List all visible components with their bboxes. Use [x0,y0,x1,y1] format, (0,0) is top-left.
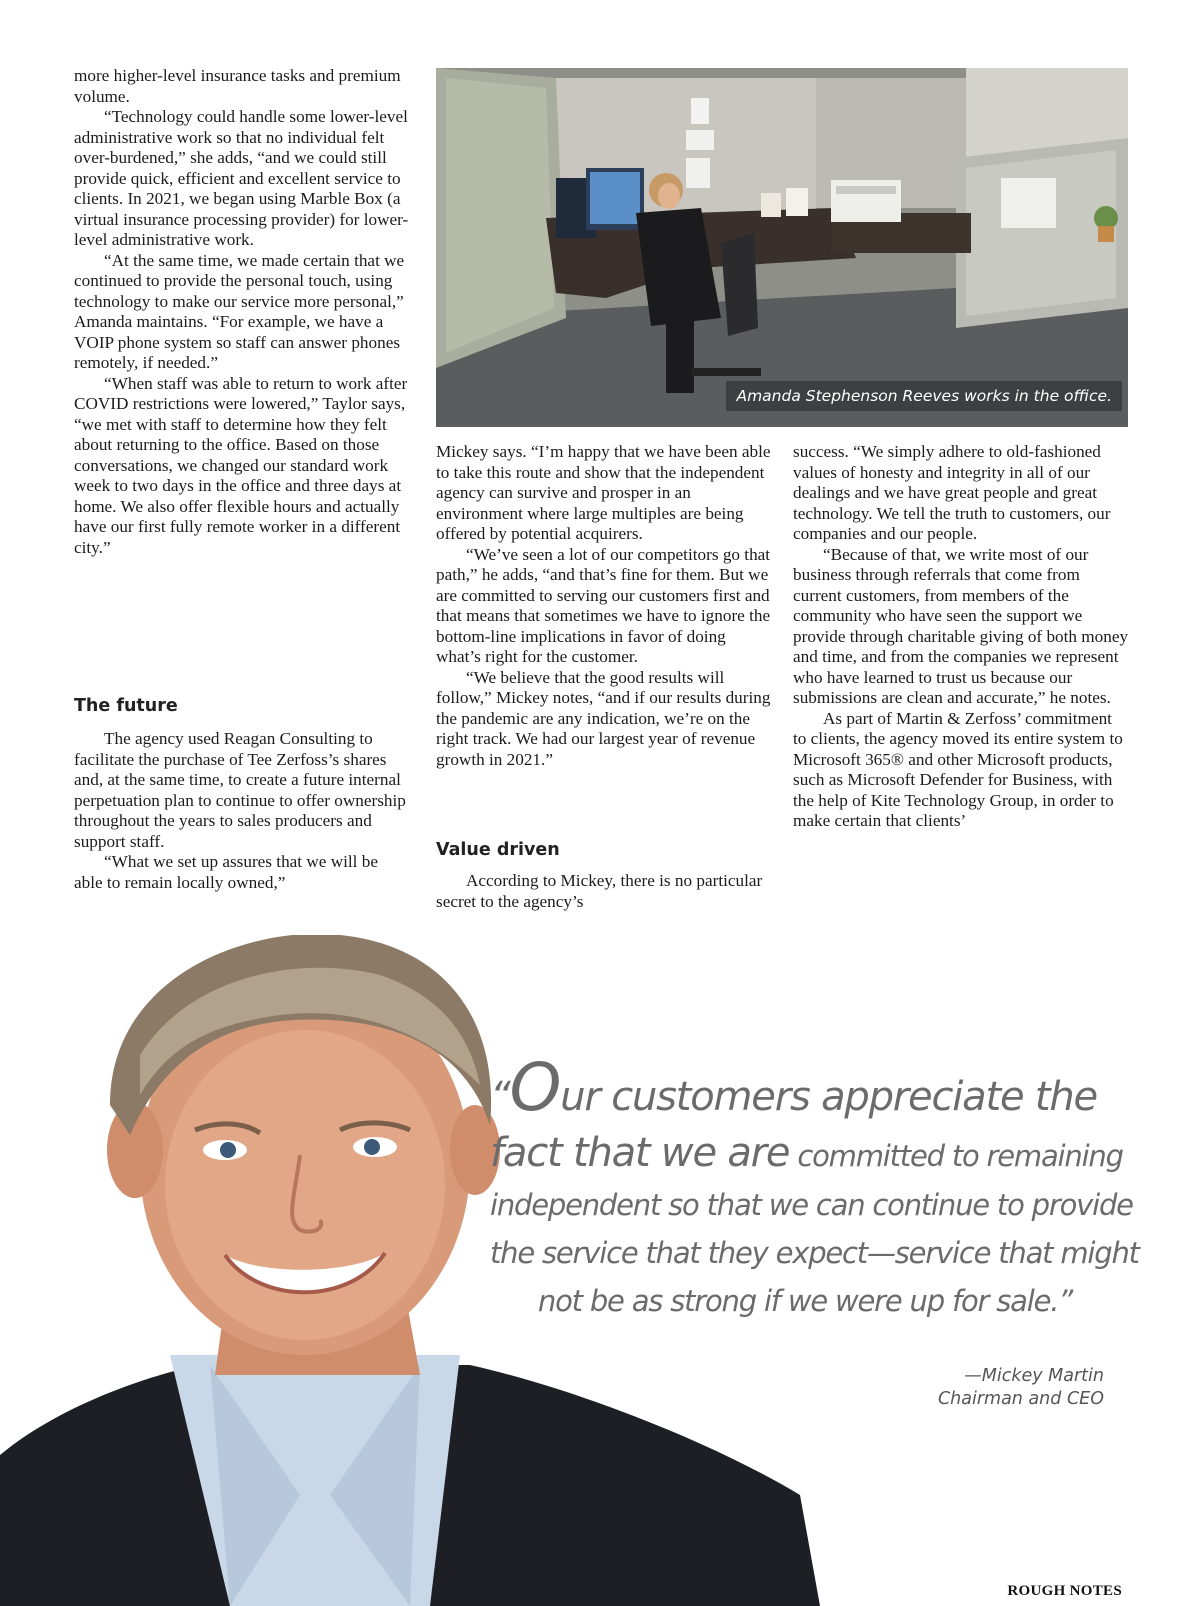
pull-quote-line-3: independent so that we can continue to provide [490,1188,1133,1222]
article-column-1 [74,66,410,558]
article-column-2 [436,442,772,770]
paragraph: As part of Martin & Zerfoss’ commitment to clients, the agency moved its entire system to Microsoft 365® and other Microsoft products, such as Microsoft Defender for Business, with the help of Kite Technology Group, in order to make certain that clients’ [793,708,1123,830]
paragraph: “Technology could handle some lower-level administrative work so that no individual felt over-burdened,” she adds, “and we could still provide quick, efficient and excellent service to clients. In 2021, we began using Marble Box (a virtual insurance processing provider) for lower-level administrative work. [74,107,409,249]
pull-quote-line-1 [490,1049,1120,1126]
quote-attribution [938,1365,1104,1411]
article-column-3 [793,442,1129,832]
paragraph: “When staff was able to return to work after COVID restrictions were lowered,” Taylor says, “we met with staff to determine how they felt about returning to the office. Based on those conversations, we changed our standard work week to two days in the office and three days at home. We also offer flexible hours and actually have our first fully remote worker in a different city.” [74,373,408,557]
paragraph: success. “We simply adhere to old-fashioned values of honesty and integrity in all of our dealings and we have great people and great technology. We tell the truth to customers, our companies and our people. [793,442,1111,543]
paragraph: “We believe that the good results will follow,” Mickey notes, “and if our results during the pandemic are any indication, we’re on the right track. We had our largest year of revenue growth in 2021.” [436,667,771,769]
pull-quote-line-4: the service that they expect—service that might [490,1236,1139,1270]
article-column-1-continued [74,729,410,893]
paragraph: “We’ve seen a lot of our competitors go that path,” he adds, “and that’s fine for them. But we are committed to serving our customers first and that means that sometimes we have to ignore the bottom-line implications in favor of doing what’s right for the customer. [436,544,771,666]
paragraph: The agency used Reagan Consulting to facilitate the purchase of Tee Zerfoss’s shares and, at the same time, to create a future internal perpetuation plan to continue to offer ownership throughout the years to sales producers and support staff. [74,729,406,851]
paragraph: “What we set up assures that we will be able to remain locally owned,” [74,852,378,892]
paragraph: Mickey says. “I’m happy that we have been able to take this route and show that the independent agency can survive and prosper in an environment where large multiples are being offered by potential acquirers. [436,442,771,543]
pull-quote-line-2 [490,1125,1123,1181]
attribution-title: Chairman and CEO [937,1389,1104,1409]
article-column-2-continued [436,871,772,912]
pull-quote-text: ur customers appreciate the [560,1074,1097,1120]
paragraph: more higher-level insurance tasks and premium volume. [74,66,401,106]
open-quote-mark: “ [490,1074,510,1120]
attribution-name: —Mickey Martin [964,1366,1104,1386]
office-photo [436,68,1128,427]
footer-brand: ROUGH NOTES [1007,1583,1122,1599]
pull-quote-text: committed to remaining [789,1139,1123,1173]
subhead-the-future: The future [74,696,178,716]
subhead-value-driven: Value driven [436,840,560,860]
pull-quote-text: fact that we are [490,1130,790,1176]
photo-caption: Amanda Stephenson Reeves works in the office. [726,381,1122,411]
office-photo-illustration [436,68,1128,427]
pull-quote-line-5: not be as strong if we were up for sale.” [537,1284,1073,1318]
drop-cap: O [509,1049,561,1126]
pull-quote [490,1049,1139,1325]
paragraph: According to Mickey, there is no particular secret to the agency’s [436,871,763,911]
paragraph: “At the same time, we made certain that we continued to provide the personal touch, using technology to make our service more personal,” Amanda maintains. “For example, we have a VOIP phone system so staff can answer phones remotely, if needed.” [74,250,405,372]
paragraph: “Because of that, we write most of our business through referrals that come from current customers, from members of the community who have seen the support we provide through charitable giving of both money and time, and from the companies we represent who have learned to trust us because our submissions are clean and accurate,” he notes. [793,544,1129,707]
